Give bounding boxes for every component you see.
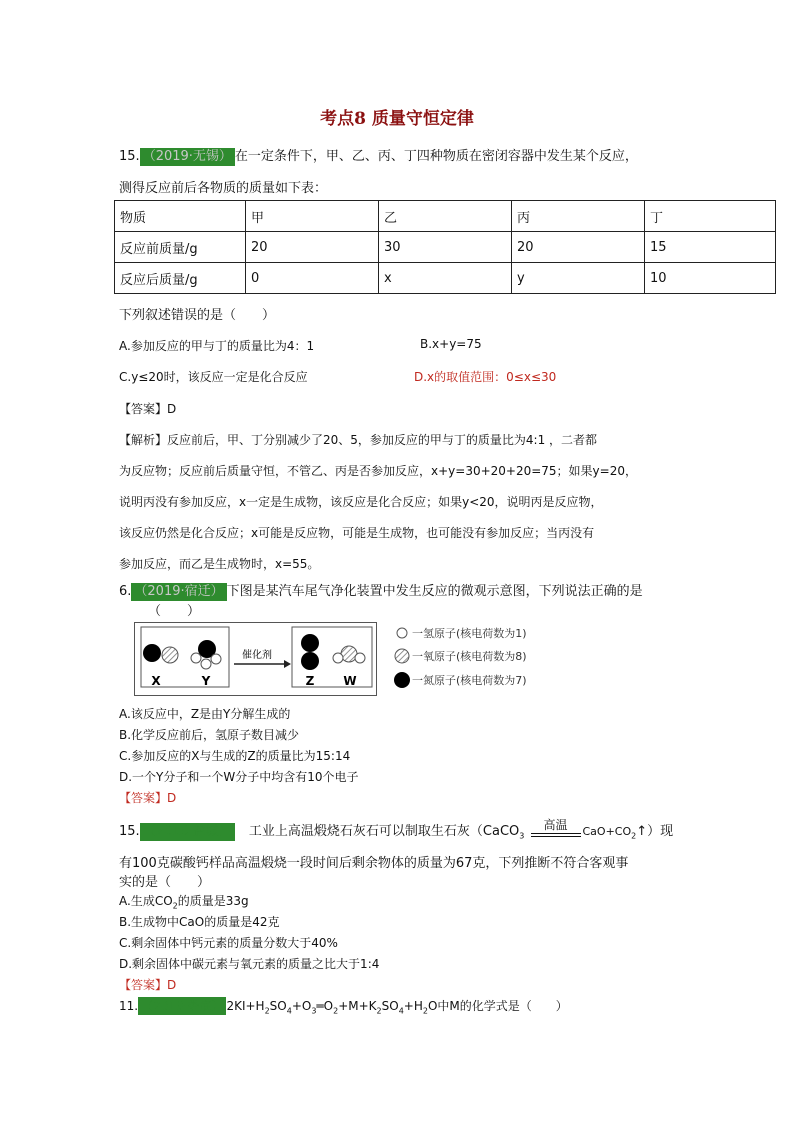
table-cell: y bbox=[512, 263, 645, 294]
table-cell: 丙 bbox=[512, 201, 645, 232]
option-a: A.该反应中，Z是由Y分解生成的 bbox=[119, 707, 291, 721]
question-stem-line3: 实的是（ ） bbox=[119, 875, 211, 890]
equation-part: SO bbox=[269, 999, 287, 1013]
equation-part: +H bbox=[403, 999, 423, 1013]
equation-part: ═O bbox=[316, 999, 334, 1013]
question-number: 15. bbox=[119, 824, 140, 839]
subscript: 4 bbox=[286, 1006, 292, 1016]
oxygen-atom bbox=[341, 646, 357, 662]
source-tag: （2019·盐城） bbox=[140, 823, 235, 841]
source-tag: （2019·无锡） bbox=[140, 148, 235, 166]
question-number: 11. bbox=[119, 999, 139, 1013]
table-row bbox=[115, 263, 776, 294]
question-prompt: 下列叙述错误的是（ ） bbox=[119, 308, 276, 323]
question-stem: ↑）现 bbox=[636, 824, 674, 839]
nitrogen-atom bbox=[301, 652, 319, 670]
condition-label: 高温 bbox=[543, 818, 568, 832]
legend-oxygen: 一氧原子(核电荷数为8) bbox=[412, 650, 527, 663]
table-cell: 丁 bbox=[645, 201, 776, 232]
option-a bbox=[119, 892, 249, 910]
subscript: 2 bbox=[264, 1006, 270, 1016]
equation-part: +M+K bbox=[338, 999, 377, 1013]
equation-part: O中M的化学式是（ ） bbox=[427, 999, 568, 1013]
option-text: A.生成CO bbox=[119, 894, 173, 908]
equals-line bbox=[531, 833, 581, 834]
legend-nitrogen: 一氮原子(核电荷数为7) bbox=[412, 674, 527, 687]
question-15-wuxi-stem bbox=[119, 145, 638, 166]
table-cell: 甲 bbox=[246, 201, 379, 232]
table-cell: 30 bbox=[379, 232, 512, 263]
question-number: 15. bbox=[119, 149, 140, 164]
molecule-label-w: W bbox=[343, 674, 357, 688]
question-stem: 工业上高温煅烧石灰石可以制取生石灰（CaCO bbox=[248, 824, 520, 839]
subscript: 2 bbox=[422, 1006, 428, 1016]
table-cell: 0 bbox=[246, 263, 379, 294]
table-cell: 10 bbox=[645, 263, 776, 294]
table-cell: 15 bbox=[645, 232, 776, 263]
option-b: B.x+y=75 bbox=[420, 337, 482, 351]
question-15-yancheng-stem bbox=[119, 820, 673, 844]
answer: 【答案】D bbox=[119, 791, 177, 805]
molecule-label-y: Y bbox=[201, 674, 211, 688]
equation-part: +O bbox=[291, 999, 312, 1013]
question-stem: 下图是某汽车尾气净化装置中发生反应的微观示意图，下列说法正确的是 bbox=[226, 584, 643, 599]
analysis-line: 为反应物；反应前后质量守恒，不管乙、丙是否参加反应，x+y=30+20+20=75；如果y=20， bbox=[119, 464, 637, 478]
reaction-condition bbox=[531, 819, 581, 837]
nitrogen-legend-icon bbox=[394, 672, 410, 688]
option-c: C.y≤20时，该反应一定是化合反应 bbox=[119, 370, 308, 384]
page-title: 考点8 质量守恒定律 bbox=[320, 109, 474, 129]
option-d: D.剩余固体中碳元素与氧元素的质量之比大于1:4 bbox=[119, 957, 380, 971]
table-cell: 20 bbox=[512, 232, 645, 263]
answer: 【答案】D bbox=[119, 402, 177, 416]
hydrogen-atom bbox=[333, 653, 343, 663]
answer-paren: （ ） bbox=[148, 604, 201, 619]
table-row bbox=[115, 232, 776, 263]
table-cell: 物质 bbox=[115, 201, 246, 232]
question-stem-line2: 有100克碳酸钙样品高温煅烧一段时间后剩余物体的质量为67克，下列推断不符合客观事 bbox=[119, 856, 629, 871]
reaction-diagram-drawing bbox=[134, 622, 377, 696]
nitrogen-atom bbox=[143, 644, 161, 662]
question-stem: CaO+CO bbox=[582, 825, 632, 838]
answer: 【答案】D bbox=[119, 978, 177, 992]
subscript: 2 bbox=[376, 1006, 382, 1016]
analysis-line: 说明丙没有参加反应，x一定是生成物，该反应是化合反应；如果y<20，说明丙是反应物， bbox=[119, 495, 603, 509]
table-cell: 乙 bbox=[379, 201, 512, 232]
hydrogen-atom bbox=[355, 653, 365, 663]
source-tag: （2019·宿迁） bbox=[131, 583, 226, 601]
question-6-stem bbox=[119, 580, 643, 601]
equation-part: 2KI+H bbox=[226, 999, 265, 1013]
hydrogen-atom bbox=[191, 653, 201, 663]
mass-table bbox=[114, 200, 776, 294]
table-cell: 反应后质量/g bbox=[115, 263, 246, 294]
hydrogen-legend-icon bbox=[397, 628, 407, 638]
hydrogen-atom bbox=[201, 659, 211, 669]
catalyst-label: 催化剂 bbox=[242, 650, 272, 661]
option-d: D.x的取值范围：0≤x≤30 bbox=[414, 370, 557, 384]
question-stem-line2: 测得反应前后各物质的质量如下表： bbox=[119, 181, 328, 196]
analysis-line: 参加反应，而乙是生成物时，x=55。 bbox=[119, 557, 320, 571]
option-text: 的质量是33g bbox=[177, 894, 249, 908]
option-b: B.生成物中CaO的质量是42克 bbox=[119, 915, 280, 929]
molecule-label-z: Z bbox=[305, 674, 315, 688]
subscript: 2 bbox=[172, 901, 178, 911]
subscript: 2 bbox=[631, 831, 637, 841]
table-cell: x bbox=[379, 263, 512, 294]
equation-part: SO bbox=[381, 999, 399, 1013]
subscript: 4 bbox=[398, 1006, 404, 1016]
subscript: 3 bbox=[519, 831, 525, 841]
atom-legend bbox=[392, 622, 552, 692]
source-tag: （2019·娄底） bbox=[138, 997, 226, 1015]
option-d: D.一个Y分子和一个W分子中均含有10个电子 bbox=[119, 770, 359, 784]
question-11-stem bbox=[119, 997, 568, 1015]
arrow-head-icon bbox=[284, 660, 291, 668]
option-a: A.参加反应的甲与丁的质量比为4：1 bbox=[119, 339, 315, 353]
molecule-label-x: X bbox=[151, 674, 161, 688]
table-header-row bbox=[115, 201, 776, 232]
subscript: 3 bbox=[311, 1006, 317, 1016]
question-stem: 在一定条件下，甲、乙、丙、丁四种物质在密闭容器中发生某个反应， bbox=[234, 149, 638, 164]
option-b: B.化学反应前后，氢原子数目减少 bbox=[119, 728, 300, 742]
option-c: C.剩余固体中钙元素的质量分数大于40% bbox=[119, 936, 338, 950]
equals-line bbox=[531, 836, 581, 837]
nitrogen-atom bbox=[301, 634, 319, 652]
subscript: 2 bbox=[333, 1006, 339, 1016]
option-c: C.参加反应的X与生成的Z的质量比为15:14 bbox=[119, 749, 351, 763]
hydrogen-atom bbox=[211, 654, 221, 664]
oxygen-legend-icon bbox=[395, 649, 409, 663]
table-cell: 反应前质量/g bbox=[115, 232, 246, 263]
question-number: 6. bbox=[119, 584, 132, 599]
table-cell: 20 bbox=[246, 232, 379, 263]
analysis-line: 【解析】反应前后，甲、丁分别减少了20、5，参加反应的甲与丁的质量比为4:1 ，二者都 bbox=[119, 433, 598, 447]
oxygen-atom bbox=[162, 647, 178, 663]
legend-hydrogen: 一氢原子(核电荷数为1) bbox=[412, 627, 527, 640]
analysis-line: 该反应仍然是化合反应；x可能是反应物，可能是生成物，也可能没有参加反应；当丙没有 bbox=[119, 526, 595, 540]
